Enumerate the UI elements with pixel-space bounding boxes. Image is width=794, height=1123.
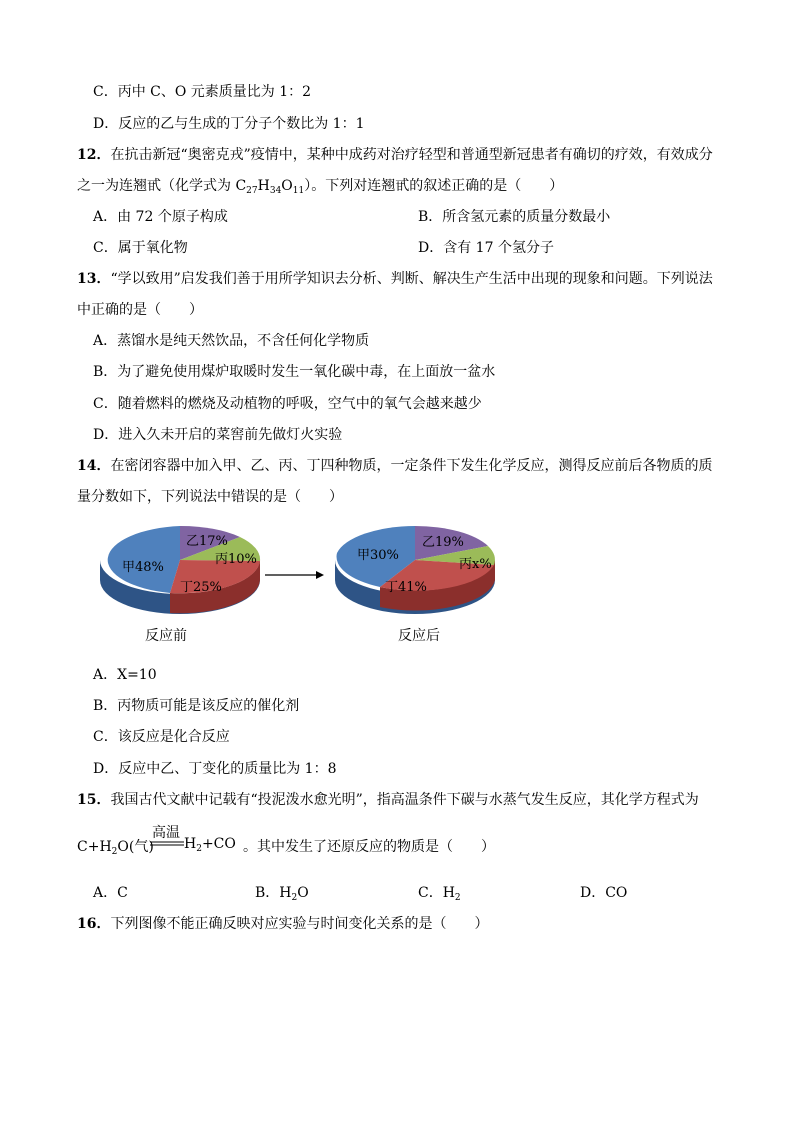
eq-right-b: +CO	[201, 836, 236, 852]
eq-left-a: C+H	[77, 839, 112, 855]
q14-number: 14．	[77, 458, 111, 474]
q16-stem-line1	[77, 914, 488, 934]
pie-before-label-bing: 丙10%	[215, 552, 257, 567]
q13-text: “学以致用”启发我们善于用所学知识去分析、判断、解决生产生活中出现的现象和问题。下列说法	[110, 271, 713, 287]
q13-number: 13．	[77, 271, 111, 287]
q15-text: 我国古代文献中记载有“投泥泼水愈光明”，指高温条件下碳与水蒸气发生反应，其化学方程式为	[110, 792, 699, 808]
pie-before-caption: 反应前	[145, 628, 187, 644]
q12-option-d[interactable]: D．含有 17 个氢分子	[418, 240, 554, 256]
q15-option-c[interactable]	[418, 883, 461, 908]
q15-option-b[interactable]	[255, 883, 309, 908]
eq-left-sub: 2	[111, 847, 118, 857]
q12-stem-line2	[77, 176, 563, 201]
arrow-head	[316, 571, 324, 579]
formula-sub: 11	[292, 186, 305, 196]
q15-option-b-pre: B．H	[255, 885, 292, 901]
q15-option-a[interactable]: A．C	[93, 885, 128, 901]
q12-text-pre: 之一为连翘甙（化学式为 C	[77, 178, 247, 194]
pie-before-label-jia: 甲48%	[122, 560, 164, 575]
q12-number: 12．	[77, 147, 111, 163]
equation-left	[77, 836, 154, 857]
q13-option-a[interactable]: A．蒸馏水是纯天然饮品，不含任何化学物质	[93, 333, 370, 349]
equation-tail: 。其中发生了还原反应的物质是（ ）	[243, 839, 495, 855]
q12-option-a[interactable]: A．由 72 个原子构成	[93, 209, 228, 225]
pie-after-label-yi: 乙19%	[422, 535, 464, 550]
q11-option-d: D．反应的乙与生成的丁分子个数比为 1：1	[93, 116, 365, 132]
formula-sub: 34	[269, 186, 282, 196]
q13-option-c[interactable]: C．随着燃料的燃烧及动植物的呼吸，空气中的氧气会越来越少	[93, 396, 482, 412]
q15-option-b-sub: 2	[291, 893, 298, 903]
q14-option-d[interactable]: D．反应中乙、丁变化的质量比为 1：8	[93, 761, 337, 777]
equation-right	[184, 836, 236, 854]
q15-stem-line1	[77, 790, 699, 810]
q15-number: 15．	[77, 792, 111, 808]
pie-after-label-bing: 丙x%	[459, 557, 492, 572]
q13-stem-line1	[77, 269, 713, 289]
q14-option-a[interactable]: A．X=10	[93, 667, 157, 683]
formula-o: O	[281, 178, 293, 194]
q14-stem-line1	[77, 456, 712, 476]
q14-stem-line2: 量分数如下，下列说法中错误的是（ ）	[77, 489, 343, 505]
q14-option-b[interactable]: B．丙物质可能是该反应的催化剂	[93, 698, 300, 714]
q12-text: 在抗击新冠“奥密克戎”疫情中，某种中成药对治疗轻型和普通型新冠患者有确切的疗效，有效成分	[110, 147, 713, 163]
eq-left-b: O(气)	[117, 839, 154, 855]
q13-option-d[interactable]: D．进入久未开启的菜窖前先做灯火实验	[93, 427, 343, 443]
equation-equals-sign	[150, 841, 184, 847]
pie-before-label-yi: 乙17%	[186, 534, 228, 549]
q16-number: 16．	[77, 916, 111, 932]
q11-option-c: C．丙中 C、O 元素质量比为 1：2	[93, 84, 312, 100]
equation-condition: 高温	[152, 825, 180, 841]
pie-after-label-jia: 甲30%	[357, 548, 399, 563]
pie-after-caption: 反应后	[398, 628, 440, 644]
q16-text: 下列图像不能正确反映对应实验与时间变化关系的是（ ）	[110, 916, 489, 932]
q14-option-c[interactable]: C．该反应是化合反应	[93, 729, 230, 745]
q13-stem-line2: 中正确的是（ ）	[77, 302, 203, 318]
pie-after-label-ding: 丁41%	[385, 580, 427, 595]
q15-option-c-sub: 2	[454, 893, 461, 903]
q15-option-d[interactable]: D．CO	[580, 885, 628, 901]
q14-text: 在密闭容器中加入甲、乙、丙、丁四种物质，一定条件下发生化学反应，测得反应前后各物质的质	[110, 458, 713, 474]
q15-option-b-post: O	[297, 885, 309, 901]
q12-option-c[interactable]: C．属于氧化物	[93, 240, 188, 256]
q12-text-post: ）。下列对连翘甙的叙述正确的是（ ）	[304, 178, 564, 194]
q13-option-b[interactable]: B．为了避免使用煤炉取暖时发生一氧化碳中毒，在上面放一盆水	[93, 364, 496, 380]
q15-option-c-pre: C．H	[418, 885, 455, 901]
pie-before-label-ding: 丁25%	[180, 580, 222, 595]
eq-right-sub: 2	[196, 844, 202, 854]
eq-right-a: H	[184, 836, 197, 852]
formula-sub: 27	[246, 186, 258, 196]
q12-option-b[interactable]: B．所含氢元素的质量分数最小	[418, 209, 611, 225]
q12-stem-line1	[77, 145, 713, 165]
formula-h: H	[257, 178, 270, 194]
